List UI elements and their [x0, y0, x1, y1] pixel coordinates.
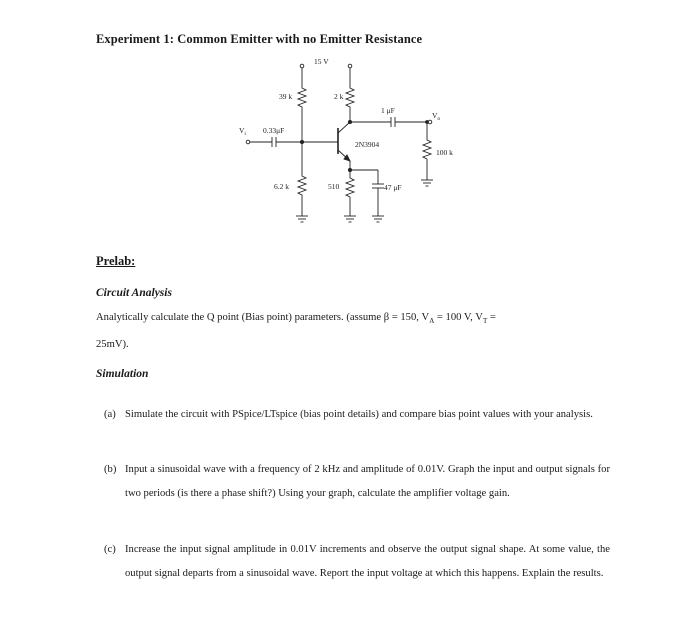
simulation-item [104, 458, 610, 506]
item-text: Simulate the circuit with PSpice/LTspice (bias point details) and compare bias point values with your analysis. [125, 409, 593, 420]
label-vo: $V_o$ [432, 111, 441, 122]
label-transistor: 2N3904 [355, 140, 380, 149]
experiment-title: Experiment 1: Common Emitter with no Emitter Resistance [96, 32, 423, 46]
label-supply: 15 V [314, 57, 329, 66]
resistor-rload [421, 121, 433, 186]
label-r1: 39 k [279, 92, 293, 101]
resistor-r2 [296, 142, 308, 222]
label-vi: $V_i$ [239, 126, 246, 137]
item-label: (c) [104, 544, 116, 555]
item-label: (a) [104, 409, 116, 420]
prelab-heading: Prelab: [96, 254, 136, 268]
label-c-e: 47 μF [384, 183, 402, 192]
circuit-analysis-text: Analytically calculate the Q point (Bias point) parameters. (assume β = 150, $V_A = 100$ V, $V_T$ = 25mV). [96, 312, 496, 351]
label-rload: 100 k [436, 148, 453, 157]
supply-rail [300, 64, 352, 86]
label-c-in: 0.33μF [263, 126, 285, 135]
resistor-r1 [298, 86, 306, 142]
label-rc: 2 k [334, 92, 344, 101]
label-c-out: 1 μF [381, 106, 395, 115]
resistor-rc [346, 86, 354, 122]
item-label: (b) [104, 464, 117, 475]
simulation-heading: Simulation [96, 368, 149, 380]
circuit-diagram [0, 0, 700, 240]
collector-output-path [348, 117, 431, 127]
label-r2: 6.2 k [274, 182, 289, 191]
item-text: Increase the input signal amplitude in 0.01V increments and observe the output signal shape. At some value, the output signal departs from a sinusoidal wave. Report the input voltage at which this happens. Explain the results. [125, 544, 610, 579]
transistor-q1 [302, 122, 350, 161]
item-text: Input a sinusoidal wave with a frequency of 2 kHz and amplitude of 0.01V. Graph the input and output signals for two periods (is there a phase shift?) Using your graph, calculate the amplifier voltage gain. [125, 464, 610, 499]
simulation-item [104, 403, 610, 427]
emitter-network [344, 161, 384, 222]
circuit-analysis-heading: Circuit Analysis [96, 287, 172, 299]
input-path [246, 137, 303, 147]
simulation-item [104, 538, 610, 586]
label-re: 510 [328, 182, 340, 191]
